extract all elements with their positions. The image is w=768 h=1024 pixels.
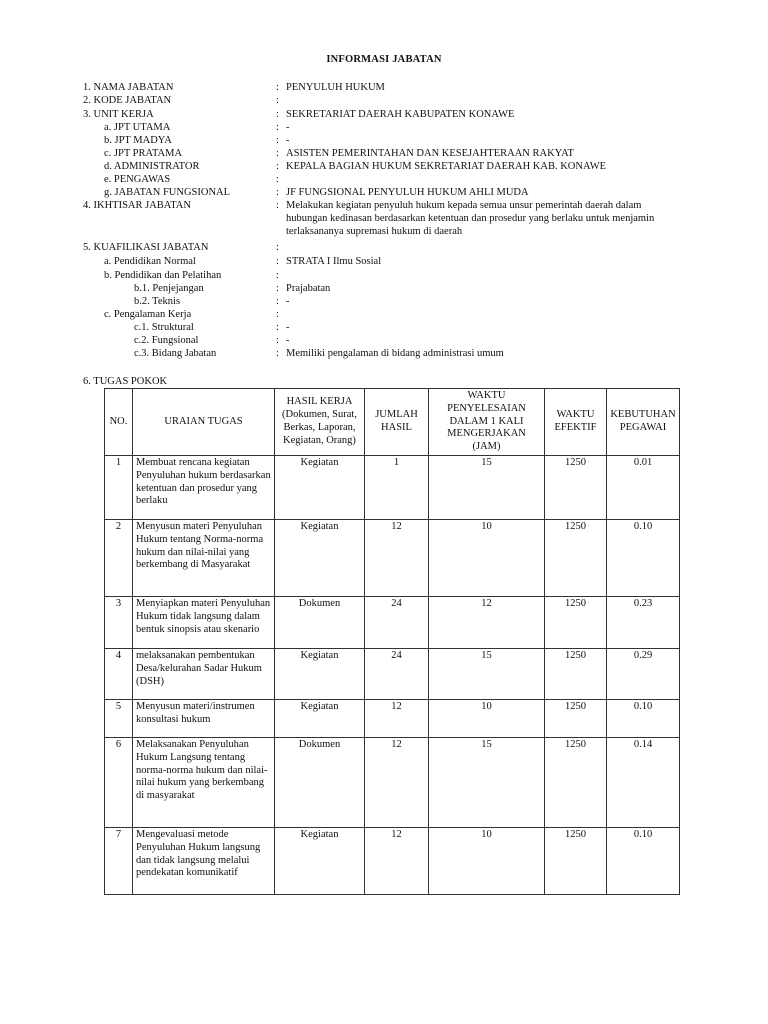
- field-colon: :: [276, 82, 279, 93]
- table-row: [105, 596, 680, 648]
- cell-waktu: 15: [429, 648, 545, 699]
- cell-waktu: 15: [429, 737, 545, 827]
- cell-kebutuhan: 0.10: [607, 827, 680, 894]
- field-label: c.1. Struktural: [134, 322, 194, 333]
- cell-efektif: 1250: [545, 699, 607, 737]
- field-label: c.2. Fungsional: [134, 335, 199, 346]
- field-value: Melakukan kegiatan penyuluh hukum kepada semua unsur pemerintah daerah dalam hubungan kedinasan berdasarkan ketentuan dan prosedur yang berlaku untuk menjamin terlaksananya supremasi hukum di daerah: [286, 200, 655, 237]
- cell-uraian: Menyusun materi/instrumen konsultasi hukum: [133, 699, 275, 737]
- header-jumlah-hasil: JUMLAH HASIL: [365, 389, 429, 456]
- cell-efektif: 1250: [545, 827, 607, 894]
- field-label: b. Pendidikan dan Pelatihan: [104, 270, 222, 281]
- cell-waktu: 10: [429, 699, 545, 737]
- cell-jumlah: 12: [365, 737, 429, 827]
- cell-uraian: melaksanakan pembentukan Desa/kelurahan Sadar Hukum (DSH): [133, 648, 275, 699]
- cell-hasil: Dokumen: [275, 737, 365, 827]
- field-label: 4. IKHTISAR JABATAN: [83, 200, 191, 211]
- field-value: PENYULUH HUKUM: [286, 82, 385, 93]
- table-row: [105, 827, 680, 894]
- cell-uraian: Menyiapkan materi Penyuluhan Hukum tidak langsung dalam bentuk sinopsis atau skenario: [133, 596, 275, 648]
- cell-kebutuhan: 0.10: [607, 519, 680, 596]
- field-label: b.1. Penjejangan: [134, 283, 204, 294]
- table-header-row: [105, 389, 680, 456]
- field-value: Memiliki pengalaman di bidang administrasi umum: [286, 348, 504, 359]
- cell-hasil: Kegiatan: [275, 455, 365, 519]
- document-title: INFORMASI JABATAN: [326, 54, 442, 65]
- field-value: Prajabatan: [286, 283, 331, 294]
- cell-efektif: 1250: [545, 648, 607, 699]
- table-row: [105, 699, 680, 737]
- cell-waktu: 12: [429, 596, 545, 648]
- cell-kebutuhan: 0.29: [607, 648, 680, 699]
- field-value: -: [286, 322, 290, 333]
- field-colon: :: [276, 161, 279, 172]
- cell-waktu: 15: [429, 455, 545, 519]
- cell-no: 7: [105, 827, 133, 894]
- field-label: 5. KUAFILIKASI JABATAN: [83, 242, 209, 253]
- field-label: a. Pendidikan Normal: [104, 256, 196, 267]
- field-colon: :: [276, 296, 279, 307]
- cell-uraian: Mengevaluasi metode Penyuluhan Hukum langsung dan tidak langsung melalui pendekatan komunikatif: [133, 827, 275, 894]
- field-colon: :: [276, 135, 279, 146]
- field-label: c.3. Bidang Jabatan: [134, 348, 217, 359]
- tugas-pokok-table: [104, 388, 680, 895]
- cell-uraian: Menyusun materi Penyuluhan Hukum tentang Norma-norma hukum dan nilai-nilai yang berkembang di Masyarakat: [133, 519, 275, 596]
- cell-waktu: 10: [429, 519, 545, 596]
- field-colon: :: [276, 122, 279, 133]
- field-colon: :: [276, 283, 279, 294]
- cell-efektif: 1250: [545, 519, 607, 596]
- field-value: ASISTEN PEMERINTAHAN DAN KESEJAHTERAAN RAKYAT: [286, 148, 574, 159]
- field-label: 2. KODE JABATAN: [83, 95, 172, 106]
- cell-hasil: Kegiatan: [275, 648, 365, 699]
- field-colon: :: [276, 109, 279, 120]
- field-value: -: [286, 135, 290, 146]
- cell-no: 2: [105, 519, 133, 596]
- header-hasil-kerja: HASIL KERJA (Dokumen, Surat, Berkas, Laporan, Kegiatan, Orang): [275, 389, 365, 456]
- field-label: c. Pengalaman Kerja: [104, 309, 192, 320]
- cell-jumlah: 12: [365, 699, 429, 737]
- cell-uraian: Melaksanakan Penyuluhan Hukum Langsung tentang norma-norma hukum dan nilai-nilai hukum yang berkembang di masyarakat: [133, 737, 275, 827]
- field-colon: :: [276, 348, 279, 359]
- cell-jumlah: 24: [365, 596, 429, 648]
- cell-waktu: 10: [429, 827, 545, 894]
- cell-jumlah: 24: [365, 648, 429, 699]
- cell-efektif: 1250: [545, 596, 607, 648]
- cell-efektif: 1250: [545, 455, 607, 519]
- field-label: 1. NAMA JABATAN: [83, 82, 174, 93]
- cell-efektif: 1250: [545, 737, 607, 827]
- field-colon: :: [276, 187, 279, 198]
- field-colon: :: [276, 270, 279, 281]
- cell-no: 3: [105, 596, 133, 648]
- field-label: g. JABATAN FUNGSIONAL: [104, 187, 231, 198]
- cell-no: 6: [105, 737, 133, 827]
- field-colon: :: [276, 322, 279, 333]
- field-label: c. JPT PRATAMA: [104, 148, 183, 159]
- field-value: -: [286, 296, 290, 307]
- cell-kebutuhan: 0.10: [607, 699, 680, 737]
- field-value: JF FUNGSIONAL PENYULUH HUKUM AHLI MUDA: [286, 187, 529, 198]
- field-colon: :: [276, 174, 279, 185]
- cell-kebutuhan: 0.01: [607, 455, 680, 519]
- field-value: STRATA I Ilmu Sosial: [286, 256, 382, 267]
- field-colon: :: [276, 200, 279, 211]
- cell-hasil: Dokumen: [275, 596, 365, 648]
- field-label: e. PENGAWAS: [104, 174, 171, 185]
- cell-jumlah: 12: [365, 519, 429, 596]
- table-row: [105, 648, 680, 699]
- cell-hasil: Kegiatan: [275, 827, 365, 894]
- cell-no: 1: [105, 455, 133, 519]
- field-colon: :: [276, 335, 279, 346]
- field-value: KEPALA BAGIAN HUKUM SEKRETARIAT DAERAH KAB. KONAWE: [286, 161, 607, 172]
- field-colon: :: [276, 95, 279, 106]
- cell-hasil: Kegiatan: [275, 699, 365, 737]
- cell-jumlah: 1: [365, 455, 429, 519]
- cell-hasil: Kegiatan: [275, 519, 365, 596]
- field-label: b. JPT MADYA: [104, 135, 172, 146]
- field-value: -: [286, 122, 290, 133]
- section-heading: 6. TUGAS POKOK: [83, 376, 168, 387]
- field-label: d. ADMINISTRATOR: [104, 161, 200, 172]
- cell-kebutuhan: 0.14: [607, 737, 680, 827]
- cell-no: 5: [105, 699, 133, 737]
- header-no: NO.: [105, 389, 133, 456]
- table-row: [105, 455, 680, 519]
- cell-uraian: Membuat rencana kegiatan Penyuluhan hukum berdasarkan ketentuan dan prosedur yang berlaku: [133, 455, 275, 519]
- field-colon: :: [276, 242, 279, 253]
- field-colon: :: [276, 309, 279, 320]
- cell-kebutuhan: 0.23: [607, 596, 680, 648]
- field-value: -: [286, 335, 290, 346]
- header-kebutuhan-pegawai: KEBUTUHAN PEGAWAI: [607, 389, 680, 456]
- field-label: b.2. Teknis: [134, 296, 181, 307]
- header-uraian-tugas: URAIAN TUGAS: [133, 389, 275, 456]
- header-waktu-penyelesaian: WAKTU PENYELESAIAN DALAM 1 KALI MENGERJAKAN (JAM): [429, 389, 545, 456]
- field-colon: :: [276, 148, 279, 159]
- field-value: SEKRETARIAT DAERAH KABUPATEN KONAWE: [286, 109, 515, 120]
- cell-no: 4: [105, 648, 133, 699]
- header-waktu-efektif: WAKTU EFEKTIF: [545, 389, 607, 456]
- field-colon: :: [276, 256, 279, 267]
- cell-jumlah: 12: [365, 827, 429, 894]
- table-row: [105, 737, 680, 827]
- table-row: [105, 519, 680, 596]
- field-label: 3. UNIT KERJA: [83, 109, 154, 120]
- field-label: a. JPT UTAMA: [104, 122, 171, 133]
